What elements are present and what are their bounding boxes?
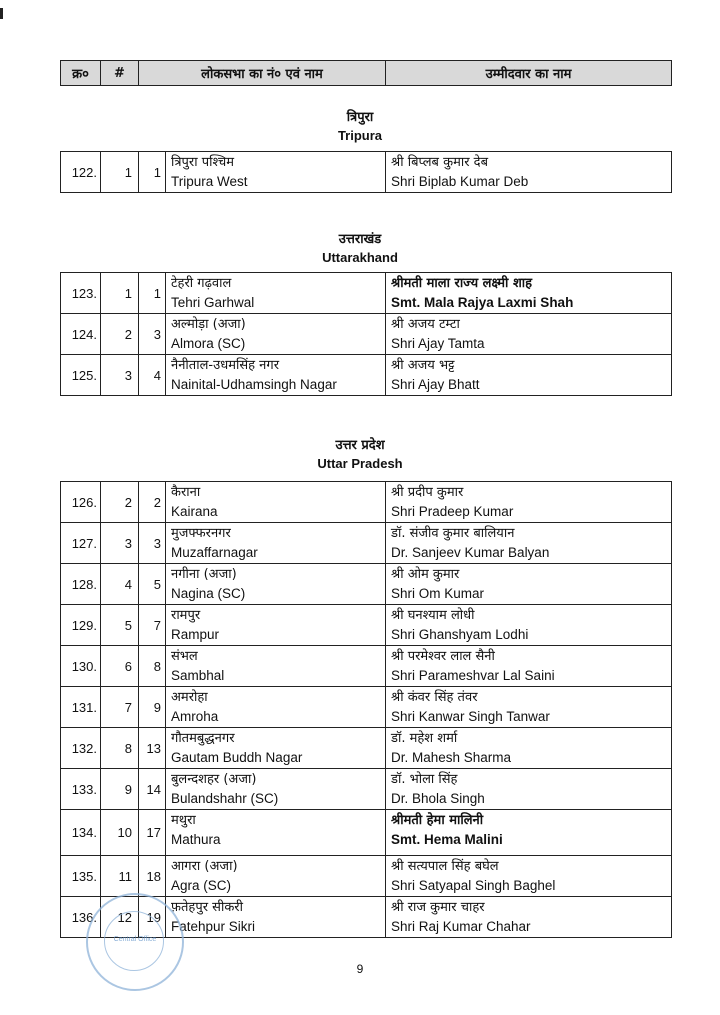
header-candidate: उम्मीदवार का नाम [386, 61, 672, 86]
constituency-name-hindi: त्रिपुरा पश्चिम [171, 155, 235, 170]
constituency-cell [166, 314, 386, 355]
state-name-hindi: उत्तर प्रदेश [335, 438, 385, 453]
constituency-cell [166, 646, 386, 687]
candidate-table-tripura [60, 151, 672, 193]
candidate-cell [386, 355, 672, 396]
constituency-cell [166, 687, 386, 728]
constituency-name-english: Agra (SC) [171, 878, 232, 893]
table-row [61, 728, 672, 769]
candidate-cell [386, 273, 672, 314]
header-constituency: लोकसभा का नं० एवं नाम [139, 61, 386, 86]
constituency-number: 2 [139, 482, 166, 523]
constituency-number: 3 [139, 523, 166, 564]
page-number: 9 [356, 962, 364, 976]
constituency-name-english: Nainital-Udhamsingh Nagar [171, 377, 337, 392]
state-name-hindi: उत्तराखंड [338, 232, 382, 247]
serial-number: 123. [61, 273, 101, 314]
candidate-name-hindi: श्री अजय टम्टा [391, 317, 460, 332]
table-row [61, 687, 672, 728]
candidate-name-hindi: श्रीमती माला राज्य लक्ष्मी शाह [391, 276, 533, 291]
state-sequence-number: 2 [101, 314, 139, 355]
constituency-name-hindi: गौतमबुद्धनगर [171, 731, 235, 746]
state-sequence-number: 2 [101, 482, 139, 523]
candidate-cell [386, 856, 672, 897]
constituency-name-english: Fatehpur Sikri [171, 919, 256, 934]
constituency-cell [166, 605, 386, 646]
candidate-name-english: Shri Kanwar Singh Tanwar [391, 709, 550, 724]
scan-corner-mark [0, 8, 3, 19]
constituency-name-hindi: नगीना (अजा) [171, 567, 237, 582]
candidate-table-uttar-pradesh [60, 481, 672, 938]
state-name-english: Tripura [337, 128, 383, 143]
constituency-cell [166, 769, 386, 810]
serial-number: 134. [61, 810, 101, 856]
candidate-cell [386, 523, 672, 564]
candidate-name-hindi: श्री अजय भट्ट [391, 358, 455, 373]
table-row [61, 605, 672, 646]
candidate-name-hindi: श्री कंवर सिंह तंवर [391, 690, 478, 705]
constituency-name-english: Rampur [171, 627, 220, 642]
table-row [61, 769, 672, 810]
serial-number: 136. [61, 897, 101, 938]
constituency-name-hindi: मथुरा [171, 813, 196, 828]
header-hash: # [101, 61, 139, 86]
constituency-name-english: Tripura West [171, 174, 248, 189]
section-title-tripura [0, 108, 720, 144]
constituency-cell [166, 810, 386, 856]
state-sequence-number: 10 [101, 810, 139, 856]
candidate-name-english: Shri Raj Kumar Chahar [391, 919, 531, 934]
state-sequence-number: 1 [101, 273, 139, 314]
state-sequence-number: 9 [101, 769, 139, 810]
state-sequence-number: 1 [101, 152, 139, 193]
constituency-name-english: Mathura [171, 832, 221, 847]
constituency-number: 4 [139, 355, 166, 396]
serial-number: 125. [61, 355, 101, 396]
serial-number: 127. [61, 523, 101, 564]
state-sequence-number: 11 [101, 856, 139, 897]
constituency-name-hindi: टेहरी गढ़वाल [171, 276, 232, 291]
table-row [61, 564, 672, 605]
serial-number: 130. [61, 646, 101, 687]
candidate-cell [386, 646, 672, 687]
constituency-name-hindi: मुजफ्फरनगर [171, 526, 231, 541]
candidate-name-hindi: श्री राज कुमार चाहर [391, 900, 485, 915]
constituency-name-hindi: अल्मोड़ा (अजा) [171, 317, 246, 332]
candidate-name-hindi: श्री सत्यपाल सिंह बघेल [391, 859, 499, 874]
candidate-cell [386, 687, 672, 728]
serial-number: 126. [61, 482, 101, 523]
constituency-name-hindi: आगरा (अजा) [171, 859, 238, 874]
constituency-name-english: Tehri Garhwal [171, 295, 255, 310]
candidate-cell [386, 152, 672, 193]
state-sequence-number: 5 [101, 605, 139, 646]
candidate-name-english: Smt. Mala Rajya Laxmi Shah [391, 295, 574, 310]
constituency-number: 17 [139, 810, 166, 856]
constituency-cell [166, 856, 386, 897]
constituency-number: 5 [139, 564, 166, 605]
candidate-name-english: Smt. Hema Malini [391, 832, 503, 847]
constituency-name-hindi: अमरोहा [171, 690, 208, 705]
constituency-name-english: Nagina (SC) [171, 586, 246, 601]
table-row [61, 810, 672, 856]
section-title-uttar-pradesh [0, 436, 720, 472]
constituency-cell [166, 482, 386, 523]
serial-number: 129. [61, 605, 101, 646]
constituency-number: 3 [139, 314, 166, 355]
constituency-cell [166, 152, 386, 193]
constituency-number: 1 [139, 152, 166, 193]
candidate-name-hindi: डॉ. भोला सिंह [391, 772, 458, 787]
party-office-stamp [86, 893, 184, 991]
header-kra: क्र० [61, 61, 101, 86]
constituency-cell [166, 564, 386, 605]
constituency-name-english: Kairana [171, 504, 218, 519]
candidate-name-hindi: डॉ. संजीव कुमार बालियान [391, 526, 515, 541]
serial-number: 122. [61, 152, 101, 193]
table-row [61, 152, 672, 193]
constituency-cell [166, 273, 386, 314]
constituency-name-english: Muzaffarnagar [171, 545, 258, 560]
constituency-name-hindi: संभल [171, 649, 198, 664]
state-name-english: Uttar Pradesh [317, 456, 403, 471]
candidate-cell [386, 564, 672, 605]
candidate-name-hindi: श्री बिप्लब कुमार देब [391, 155, 489, 170]
stamp-center-text: Central Office [113, 936, 157, 943]
header-table [60, 60, 672, 86]
state-sequence-number: 3 [101, 355, 139, 396]
constituency-number: 14 [139, 769, 166, 810]
state-name-hindi: त्रिपुरा [346, 110, 374, 125]
candidate-name-english: Shri Om Kumar [391, 586, 485, 601]
candidate-name-english: Dr. Mahesh Sharma [391, 750, 512, 765]
candidate-name-english: Shri Ghanshyam Lodhi [391, 627, 529, 642]
constituency-name-hindi: कैराना [171, 485, 201, 500]
state-sequence-number: 7 [101, 687, 139, 728]
candidate-cell [386, 810, 672, 856]
table-row [61, 355, 672, 396]
candidate-table-uttarakhand [60, 272, 672, 396]
candidate-name-english: Dr. Sanjeev Kumar Balyan [391, 545, 550, 560]
candidate-cell [386, 605, 672, 646]
constituency-number: 1 [139, 273, 166, 314]
constituency-name-english: Gautam Buddh Nagar [171, 750, 303, 765]
constituency-name-english: Sambhal [171, 668, 225, 683]
candidate-name-english: Shri Biplab Kumar Deb [391, 174, 529, 189]
constituency-name-english: Bulandshahr (SC) [171, 791, 279, 806]
candidate-name-hindi: श्री परमेश्वर लाल सैनी [391, 649, 495, 664]
state-name-english: Uttarakhand [322, 250, 398, 265]
constituency-name-english: Almora (SC) [171, 336, 246, 351]
candidate-name-english: Shri Ajay Tamta [391, 336, 485, 351]
candidate-name-hindi: श्री प्रदीप कुमार [391, 485, 464, 500]
constituency-name-hindi: रामपुर [171, 608, 201, 623]
candidate-cell [386, 728, 672, 769]
constituency-cell [166, 523, 386, 564]
constituency-number: 9 [139, 687, 166, 728]
candidate-name-english: Dr. Bhola Singh [391, 791, 485, 806]
table-row [61, 314, 672, 355]
constituency-name-english: Amroha [171, 709, 219, 724]
serial-number: 135. [61, 856, 101, 897]
candidate-name-english: Shri Satyapal Singh Baghel [391, 878, 556, 893]
table-row [61, 856, 672, 897]
candidate-name-hindi: डॉ. महेश शर्मा [391, 731, 458, 746]
candidate-cell [386, 769, 672, 810]
candidate-name-english: Shri Ajay Bhatt [391, 377, 480, 392]
constituency-number: 7 [139, 605, 166, 646]
constituency-name-hindi: फ़तेहपुर सीकरी [171, 900, 243, 915]
table-row [61, 523, 672, 564]
serial-number: 124. [61, 314, 101, 355]
state-sequence-number: 12 [101, 897, 139, 938]
state-sequence-number: 4 [101, 564, 139, 605]
constituency-cell [166, 728, 386, 769]
constituency-number: 19 [139, 897, 166, 938]
constituency-name-hindi: नैनीताल-उधमसिंह नगर [171, 358, 280, 373]
serial-number: 132. [61, 728, 101, 769]
serial-number: 128. [61, 564, 101, 605]
state-sequence-number: 6 [101, 646, 139, 687]
candidate-name-english: Shri Parameshvar Lal Saini [391, 668, 555, 683]
state-sequence-number: 3 [101, 523, 139, 564]
candidate-name-hindi: श्रीमती हेमा मालिनी [391, 813, 484, 828]
constituency-number: 13 [139, 728, 166, 769]
serial-number: 133. [61, 769, 101, 810]
section-title-uttarakhand [0, 230, 720, 266]
constituency-name-hindi: बुलन्दशहर (अजा) [171, 772, 257, 787]
serial-number: 131. [61, 687, 101, 728]
table-row [61, 646, 672, 687]
candidate-cell [386, 897, 672, 938]
constituency-number: 8 [139, 646, 166, 687]
candidate-cell [386, 482, 672, 523]
candidate-cell [386, 314, 672, 355]
table-row [61, 482, 672, 523]
constituency-number: 18 [139, 856, 166, 897]
state-sequence-number: 8 [101, 728, 139, 769]
candidate-name-hindi: श्री ओम कुमार [391, 567, 460, 582]
candidate-name-english: Shri Pradeep Kumar [391, 504, 514, 519]
candidate-name-hindi: श्री घनश्याम लोधी [391, 608, 475, 623]
table-row [61, 273, 672, 314]
constituency-cell [166, 355, 386, 396]
constituency-cell [166, 897, 386, 938]
